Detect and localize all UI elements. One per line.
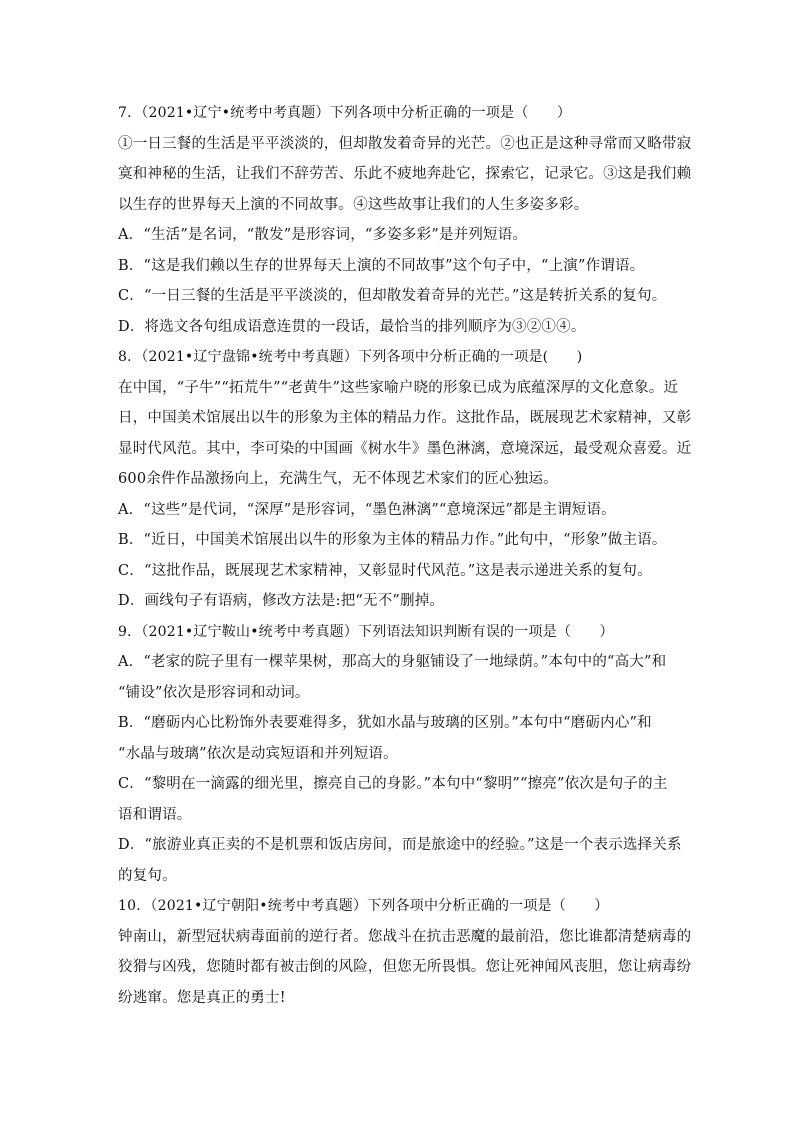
- question-stem: 9．（2021•辽宁鞍山•统考中考真题）下列语法知识判断有误的一项是（ ）: [118, 623, 614, 640]
- passage-line: 在中国，“子牛”“拓荒牛”“老黄牛”这些家喻户晓的形象已成为底蕴深厚的文化意象。近: [118, 379, 679, 396]
- passage-line: ①一日三餐的生活是平平淡淡的，但却散发着奇异的光芒。②也正是这种寻常而又略带寂: [118, 135, 692, 152]
- option-c: C．“一日三餐的生活是平平淡淡的，但却散发着奇异的光芒。”这是转折关系的复句。: [118, 288, 667, 304]
- question-stem: 10．（2021•辽宁朝阳•统考中考真题）下列各项中分析正确的一项是（ ）: [118, 898, 609, 914]
- option-c: C．“这批作品，既展现艺术家精神，又彰显时代风范。”这是表示递进关系的复句。: [118, 562, 652, 579]
- option-d-continued: 的复句。: [118, 867, 177, 884]
- option-a-continued: “铺设”依次是形容词和动词。: [118, 684, 310, 701]
- question-list: [118, 98, 692, 1013]
- question-9: [118, 617, 682, 892]
- passage-line: 显时代风范。其中，李可染的中国画《树水牛》墨色淋漓，意境深远，最受观众喜爱。近: [118, 440, 692, 457]
- option-d: D．画线句子有语病，修改方法是:把“无不”删掉。: [118, 593, 445, 609]
- passage-line: 狡猾与凶残，您随时都有被击倒的风险，但您无所畏惧。您让死神闻风丧胆，您让病毒纷: [118, 959, 692, 975]
- option-a: A．“这些”是代词，“深厚”是形容词，“墨色淋漓”“意境深远”都是主谓短语。: [118, 501, 616, 518]
- passage-line: 纷逃窜。您是真正的勇士!: [118, 989, 286, 1006]
- option-a: A．“老家的院子里有一棵苹果树，那高大的身躯铺设了一地绿荫。”本句中的“高大”和: [118, 654, 667, 670]
- option-b: B．“这是我们赖以生存的世界每天上演的不同故事”这个句子中，“上演”作谓语。: [118, 257, 645, 274]
- option-d: D．将选文各句组成语意连贯的一段话，最恰当的排列顺序为③②①④。: [118, 318, 586, 335]
- option-b: B．“磨砺内心比粉饰外表要难得多，犹如水晶与玻璃的区别。”本句中“磨砺内心”和: [118, 715, 652, 731]
- option-a: A．“生活”是名词，“散发”是形容词，“多姿多彩”是并列短语。: [118, 227, 528, 243]
- question-8: [118, 342, 692, 617]
- passage-line: 寞和神秘的生活，让我们不辞劳苦、乐此不疲地奔赴它，探索它，记录它。③这是我们赖: [118, 166, 692, 182]
- option-c-continued: 语和谓语。: [118, 806, 192, 823]
- question-stem: 7．（2021•辽宁•统考中考真题）下列各项中分析正确的一项是（ ）: [118, 105, 572, 121]
- option-b: B．“近日，中国美术馆展出以牛的形象为主体的精品力作。”此句中，“形象”做主语。: [118, 532, 667, 548]
- passage-line: 以生存的世界每天上演的不同故事。④这些故事让我们的人生多姿多彩。: [118, 196, 589, 213]
- question-7: [118, 98, 692, 342]
- passage-line: 日，中国美术馆展出以牛的形象为主体的精品力作。这批作品，既展现艺术家精神，又彰: [118, 410, 692, 426]
- option-b-continued: “水晶与玻璃”依次是动宾短语和并列短语。: [118, 745, 398, 762]
- question-10: [118, 891, 692, 1013]
- option-d: D．“旅游业真正卖的不是机票和饭店房间，而是旅途中的经验。”这是一个表示选择关系: [118, 837, 682, 853]
- question-stem: 8．（2021•辽宁盘锦•统考中考真题）下列各项中分析正确的一项是( ): [118, 349, 583, 365]
- option-c: C．“黎明在一滴露的细光里，擦亮自己的身影。”本句中“黎明”“擦亮”依次是句子的主: [118, 776, 668, 792]
- passage-line: 钟南山，新型冠状病毒面前的逆行者。您战斗在抗击恶魔的最前沿，您比谁都清楚病毒的: [118, 928, 692, 945]
- passage-line: 600余件作品激扬向上，充满生气，无不体现艺术家们的匠心独运。: [118, 471, 558, 487]
